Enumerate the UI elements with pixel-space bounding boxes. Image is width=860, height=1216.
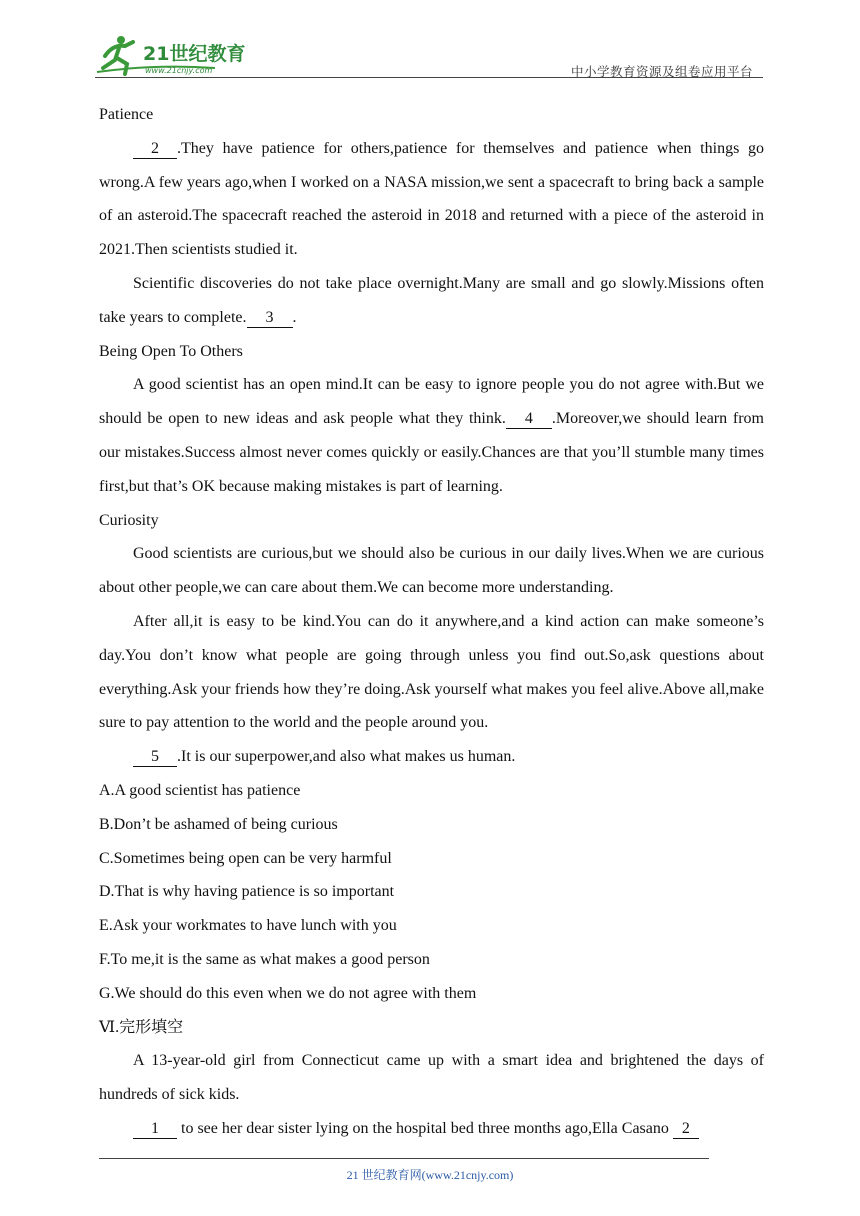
paragraph-3: A good scientist has an open mind.It can be easy to ignore people you do not agree with.But we should be open to new ideas and ask people what they think. 4 .Moreover,we should learn from our mistakes.Success almost never comes quickly or easily.Chances are that you’ll stumble many times first,but that’s OK because making mistakes is part of learning. [99,376,764,495]
option-a: A.A good scientist has patience [99,781,301,799]
paragraph-4: Good scientists are curious,but we should also be curious in our daily lives.When we are curious about other people,we can care about them.We can become more understanding. [99,545,764,597]
svg-text:21世纪教育: 21世纪教育 [143,43,246,65]
heading-curiosity: Curiosity [99,511,159,529]
paragraph-2: Scientific discoveries do not take place overnight.Many are small and go slowly.Missions often take years to complete. 3 . [99,274,764,326]
paragraph-1: 2 .They have patience for others,patience for themselves and patience when things go wrong.A few years ago,when I worked on a NASA mission,we sent a spacecraft to bring back a sample of an asteroid.The spacecraft reached the asteroid in 2018 and returned with a piece of the asteroid in 2021.Then scientists studied it. [99,139,764,259]
svg-text:www.21cnjy.com: www.21cnjy.com [145,66,213,75]
cloze-paragraph-2: 1 to see her dear sister lying on the hospital bed three months ago,Ella Casano 2 [99,1112,764,1146]
footer-text: 21 世纪教育网(www.21cnjy.com) [346,1168,514,1182]
site-label: 中小学教育资源及组卷应用平台 [570,64,753,79]
option-d: D.That is why having patience is so important [99,883,395,901]
option-g: G.We should do this even when we do not agree with them [99,984,477,1002]
option-b: B.Don’t be ashamed of being curious [99,815,338,833]
cloze-blank-2[interactable]: 2 [673,1120,699,1139]
logo [95,34,260,76]
option-f: F.To me,it is the same as what makes a good person [99,950,430,968]
option-c: C.Sometimes being open can be very harmful [99,849,392,867]
option-e: E.Ask your workmates to have lunch with you [99,917,397,935]
cloze-blank-1[interactable]: 1 [133,1120,177,1139]
paragraph-5: After all,it is easy to be kind.You can do it anywhere,and a kind action can make someone’s day.You don’t know what people are going through unless you find out.So,ask questions about everything.Ask your friends how they’re doing.Ask yourself what makes you feel alive.Above all,make sure to pay attention to the world and the people around you. [99,612,764,732]
footer-rule [99,1158,709,1159]
blank-3[interactable]: 3 [247,309,293,328]
section-title: Ⅵ.完形填空 [99,1018,184,1036]
page-header [95,30,763,78]
heading-patience: Patience [99,106,154,123]
heading-open: Being Open To Others [99,342,243,360]
document-body [99,98,764,1146]
paragraph-6: 5 .It is our superpower,and also what makes us human. [99,740,764,774]
blank-2[interactable]: 2 [133,140,177,159]
header-rule [95,77,763,78]
blank-4[interactable]: 4 [506,410,552,429]
cloze-paragraph-1: A 13-year-old girl from Connecticut came up with a smart idea and brightened the days of hundreds of sick kids. [99,1052,764,1104]
blank-5[interactable]: 5 [133,748,177,767]
